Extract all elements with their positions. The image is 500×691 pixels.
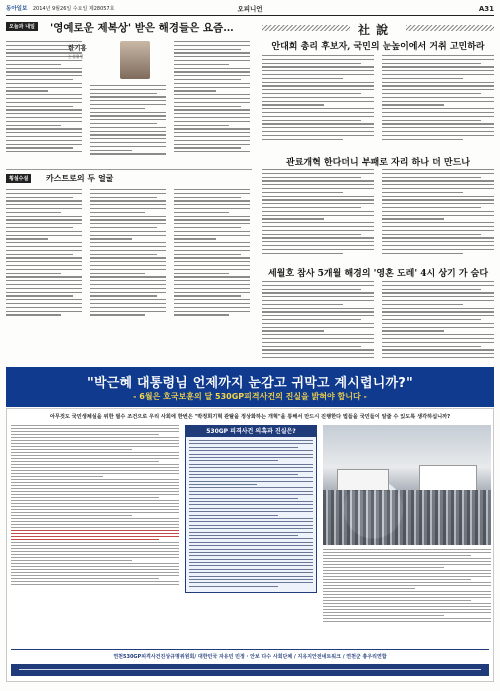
issue-date: 2014년 9월26일 수요일 제28057호 <box>32 6 115 12</box>
photo-crowd <box>323 490 491 545</box>
section-decoration-right <box>406 25 494 31</box>
section-decoration-left <box>262 25 350 31</box>
newspaper-name: 동아일보 <box>6 6 28 12</box>
ad-body <box>6 408 494 682</box>
editorial-1-text-left <box>262 55 374 142</box>
column-text-2 <box>90 41 166 45</box>
editorial-title-1: 안대희 총리 후보자, 국민의 눈높이에서 거취 고민하라 <box>271 42 485 52</box>
ad-right-text <box>323 549 491 624</box>
column-badge: 오늘과 내일 <box>6 22 38 31</box>
ad-left-text <box>11 425 179 587</box>
ad-banner <box>6 367 494 407</box>
author-description: 논설위원 <box>68 54 84 59</box>
lower-text-3 <box>174 189 250 318</box>
lower-text-1 <box>6 189 82 318</box>
column-title: '영예로운 제복상' 받은 해경들은 요즘… <box>50 22 234 34</box>
column-text-3 <box>174 41 250 155</box>
photo-sign <box>337 469 389 491</box>
ad-box-title: 530GP 피격사건 의혹과 진실은? <box>185 425 317 436</box>
editorial-3-text-left <box>262 281 374 361</box>
editorial-1-text-right <box>382 55 494 142</box>
ad-protest-photo <box>323 425 491 545</box>
section-name: 오피니언 <box>237 5 263 13</box>
column-article <box>6 19 252 319</box>
ad-headline: "박근혜 대통령님 언제까지 눈감고 귀막고 계시렵니까?" <box>87 376 413 391</box>
ad-subheadline: - 6월은 호국보훈의 달 530GP피격사건의 진실을 밝혀야 합니다 - <box>133 392 367 401</box>
editorial-3-text-right <box>382 281 494 361</box>
author-box <box>68 41 150 81</box>
ad-info-box <box>185 425 317 593</box>
author-photo <box>120 41 150 79</box>
ad-footer-bar <box>11 664 489 676</box>
ad-footer <box>11 649 489 678</box>
ad-lead-text: 아무것도 국민생체실을 위한 필수 조건으로 우리 사회에 한번은 "박정희기혁 관탈을 정상화하는 개혁"을 통해서 만드시 진행한다 법들을 국민들이 알줄 수 있도록 생각하십니까? <box>49 414 451 420</box>
page-number: A31 <box>478 5 494 13</box>
column-text-1b <box>90 85 166 157</box>
photo-sign <box>419 465 477 491</box>
ad-organizations: 연천530GP피격사건진상규명위원회/ 대한민국 자유민 민정 ‧ 안보 다수 사회단체 / 지유지안전네트워크 / 연천군 총우리연합 <box>113 654 387 660</box>
page-header <box>6 3 494 16</box>
lower-column-title: 카스트로의 두 얼굴 <box>46 173 114 183</box>
lower-column-header <box>6 169 252 184</box>
author-name: 한기홍 <box>68 44 87 52</box>
editorial-2-text-right <box>382 169 494 256</box>
editorial-2-text-left <box>262 169 374 256</box>
editorial-section <box>262 19 494 364</box>
lower-text-2 <box>90 189 166 318</box>
editorial-label: 社 說 <box>358 23 390 37</box>
editorial-title-2: 관료개혁 한다더니 부패로 자리 하나 더 만드나 <box>286 158 470 168</box>
lower-column-badge: 횡설수설 <box>6 174 31 183</box>
editorial-title-3: 세월호 참사 5개월 해경의 '영혼 도레' 4시 상기 가 숨다 <box>267 269 489 279</box>
